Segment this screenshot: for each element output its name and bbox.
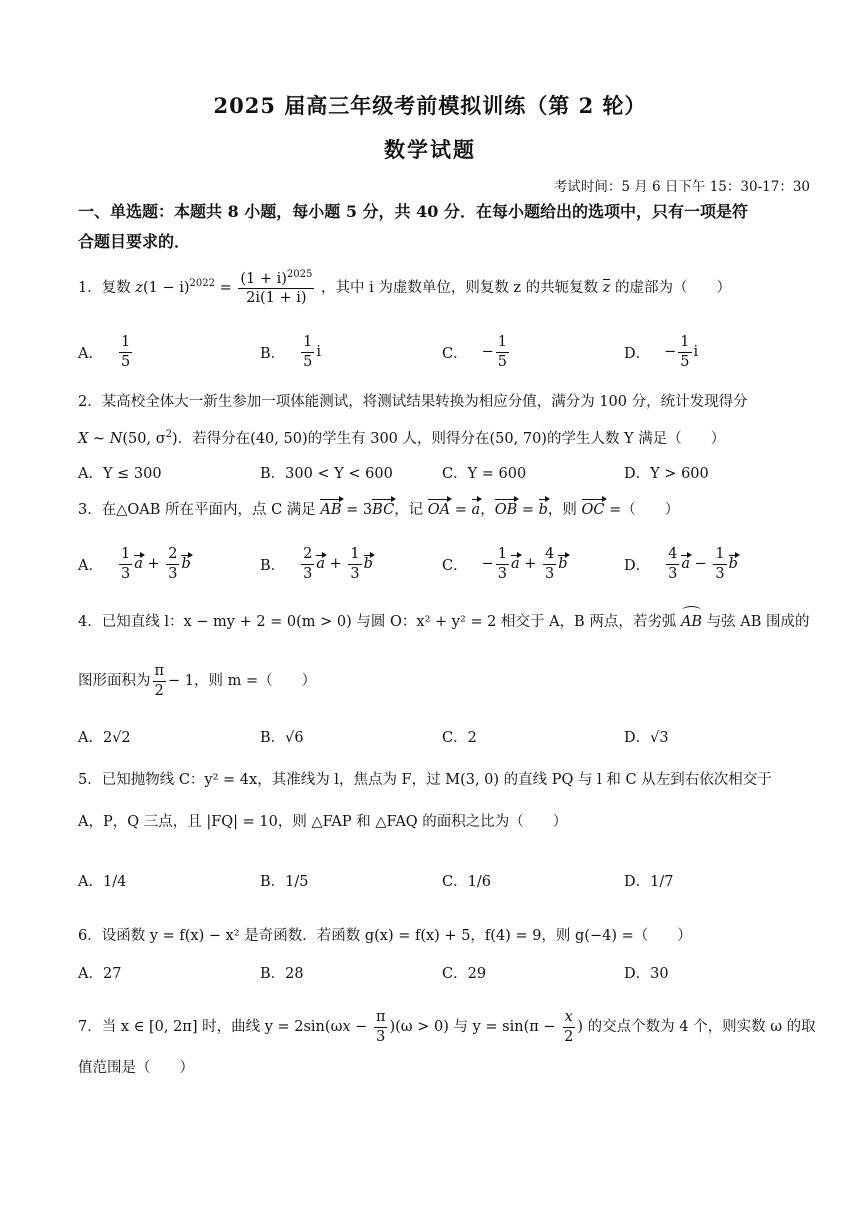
- q2-option-c[interactable]: C．Y = 600: [442, 465, 527, 482]
- q3-options: [78, 542, 790, 586]
- q5-options: [78, 858, 790, 902]
- q6-options: [78, 950, 790, 994]
- exam-time: 考试时间：5 月 6 日下午 15：30-17：30: [553, 179, 810, 195]
- q4-option-d[interactable]: D．√3: [624, 729, 669, 746]
- q3-option-a[interactable]: A． $\frac{1}{3}$ a + $\frac{2}{3}$ b: [78, 546, 191, 582]
- section-heading-line1: 一、单选题：本题共 8 小题，每小题 5 分，共 40 分．在每小题给出的选项中，只有一项是符: [78, 202, 748, 221]
- question-6: 6．设函数 y = f(x) − x² 是奇函数．若函数 g(x) = f(x) + 5，f(4) = 9，则 g(−4) =（ ）: [78, 928, 692, 944]
- q5-option-a[interactable]: A．1/4: [78, 873, 127, 890]
- question-1: [78, 270, 790, 306]
- question-3: 3．在△OAB 所在平面内，点 C 满足 AB = 3BC，记 OA = a，OB = b，则 OC =（ ）: [78, 502, 680, 518]
- q1-option-a[interactable]: A． $\frac{1}{5}$: [78, 334, 131, 370]
- q6-option-d[interactable]: D．30: [624, 965, 669, 982]
- q3-option-b[interactable]: B． $\frac{2}{3}$ a + $\frac{1}{3}$ b: [260, 546, 373, 582]
- q1-option-c[interactable]: C． − $\frac{1}{5}$: [442, 334, 507, 370]
- question-4-line1: 4．已知直线 l：x − my + 2 = 0(m > 0) 与圆 O：x² + y² = 2 相交于 A，B 两点，若劣弧 AB 与弦 AB 围成的: [78, 614, 810, 630]
- q4-arc-ab: AB: [680, 614, 703, 630]
- q1-mid: ，其中 i 为虚数单位，则复数 z 的共轭复数: [320, 279, 599, 296]
- question-4-line2: 图形面积为 $\frac{\pi}{2}$ − 1，则 m =（ ）: [78, 663, 317, 699]
- q2-option-b[interactable]: B．300 < Y < 600: [260, 465, 393, 482]
- q3-option-c[interactable]: C． − $\frac{1}{3}$ a + $\frac{4}{3}$ b: [442, 546, 568, 582]
- q6-option-a[interactable]: A．27: [78, 965, 122, 982]
- q1-options: [78, 330, 790, 374]
- q5-option-d[interactable]: D．1/7: [624, 873, 674, 890]
- q1-option-d[interactable]: D． − $\frac{1}{5}$ i: [624, 334, 699, 370]
- question-7-line2: 值范围是（ ）: [78, 1060, 194, 1076]
- q1-lead: 1．复数: [78, 279, 131, 296]
- question-2-line2: X ~ N(50, $\sigma^2$)．若得分在(40, 50)的学生有 300 人，则得分在(50, 70)的学生人数 Y 满足（ ）: [78, 429, 726, 447]
- q2-option-a[interactable]: A．Y ≤ 300: [78, 465, 162, 482]
- q5-option-b[interactable]: B．1/5: [260, 873, 309, 890]
- q5-option-c[interactable]: C．1/6: [442, 873, 491, 890]
- q4-options: [78, 714, 790, 758]
- question-7-line1: 7．当 x ∈ [0, 2π] 时，曲线 y = 2sin(ωx − $\frac{\pi}{3}$ )(ω > 0) 与 y = sin(π − $\frac{x}{2}$ ) 的交点个数为 4 个，则实数 ω 的取: [78, 1009, 816, 1045]
- q1-fraction: $\frac{(1 + i)^{2025}}{2i(1 + i)}$: [240, 269, 313, 307]
- q1-conjugate: z: [602, 279, 611, 296]
- q2-option-d[interactable]: D．Y > 600: [624, 465, 709, 482]
- q1-equation: $z(1 - i)^{2022}$ = $\frac{(1 + i)^{2025}}{2i(1 + i)}$: [135, 269, 313, 307]
- question-2-line1: 2．某高校全体大一新生参加一项体能测试，将测试结果转换为相应分值，满分为 100 分，统计发现得分: [78, 394, 748, 410]
- exam-subject: 数学试题: [384, 137, 476, 162]
- q2-options: [78, 450, 790, 494]
- q4-option-c[interactable]: C．2: [442, 729, 477, 746]
- q6-option-b[interactable]: B．28: [260, 965, 304, 982]
- exam-title: 2025 届高三年级考前模拟训练（第 2 轮）: [213, 93, 647, 118]
- q1-tail: 的虚部为（ ）: [615, 279, 732, 296]
- section-heading: [78, 197, 790, 257]
- question-5-line2: A，P，Q 三点，且 |FQ| = 10，则 △FAP 和 △FAQ 的面积之比为（ ）: [78, 814, 568, 830]
- section-heading-line2: 合题目要求的．: [78, 232, 191, 251]
- q6-option-c[interactable]: C．29: [442, 965, 487, 982]
- q3-option-d[interactable]: D． $\frac{4}{3}$ a − $\frac{1}{3}$ b: [624, 546, 738, 582]
- q4-option-a[interactable]: A．2√2: [78, 729, 131, 746]
- q1-option-b[interactable]: B． $\frac{1}{5}$ i: [260, 334, 322, 370]
- q4-option-b[interactable]: B．√6: [260, 729, 304, 746]
- question-5-line1: 5．已知抛物线 C：y² = 4x，其准线为 l，焦点为 F，过 M(3, 0) 的直线 PQ 与 l 和 C 从左到右依次相交于: [78, 772, 772, 788]
- q2-distribution: X ~ N(50, $\sigma^2$): [78, 429, 178, 447]
